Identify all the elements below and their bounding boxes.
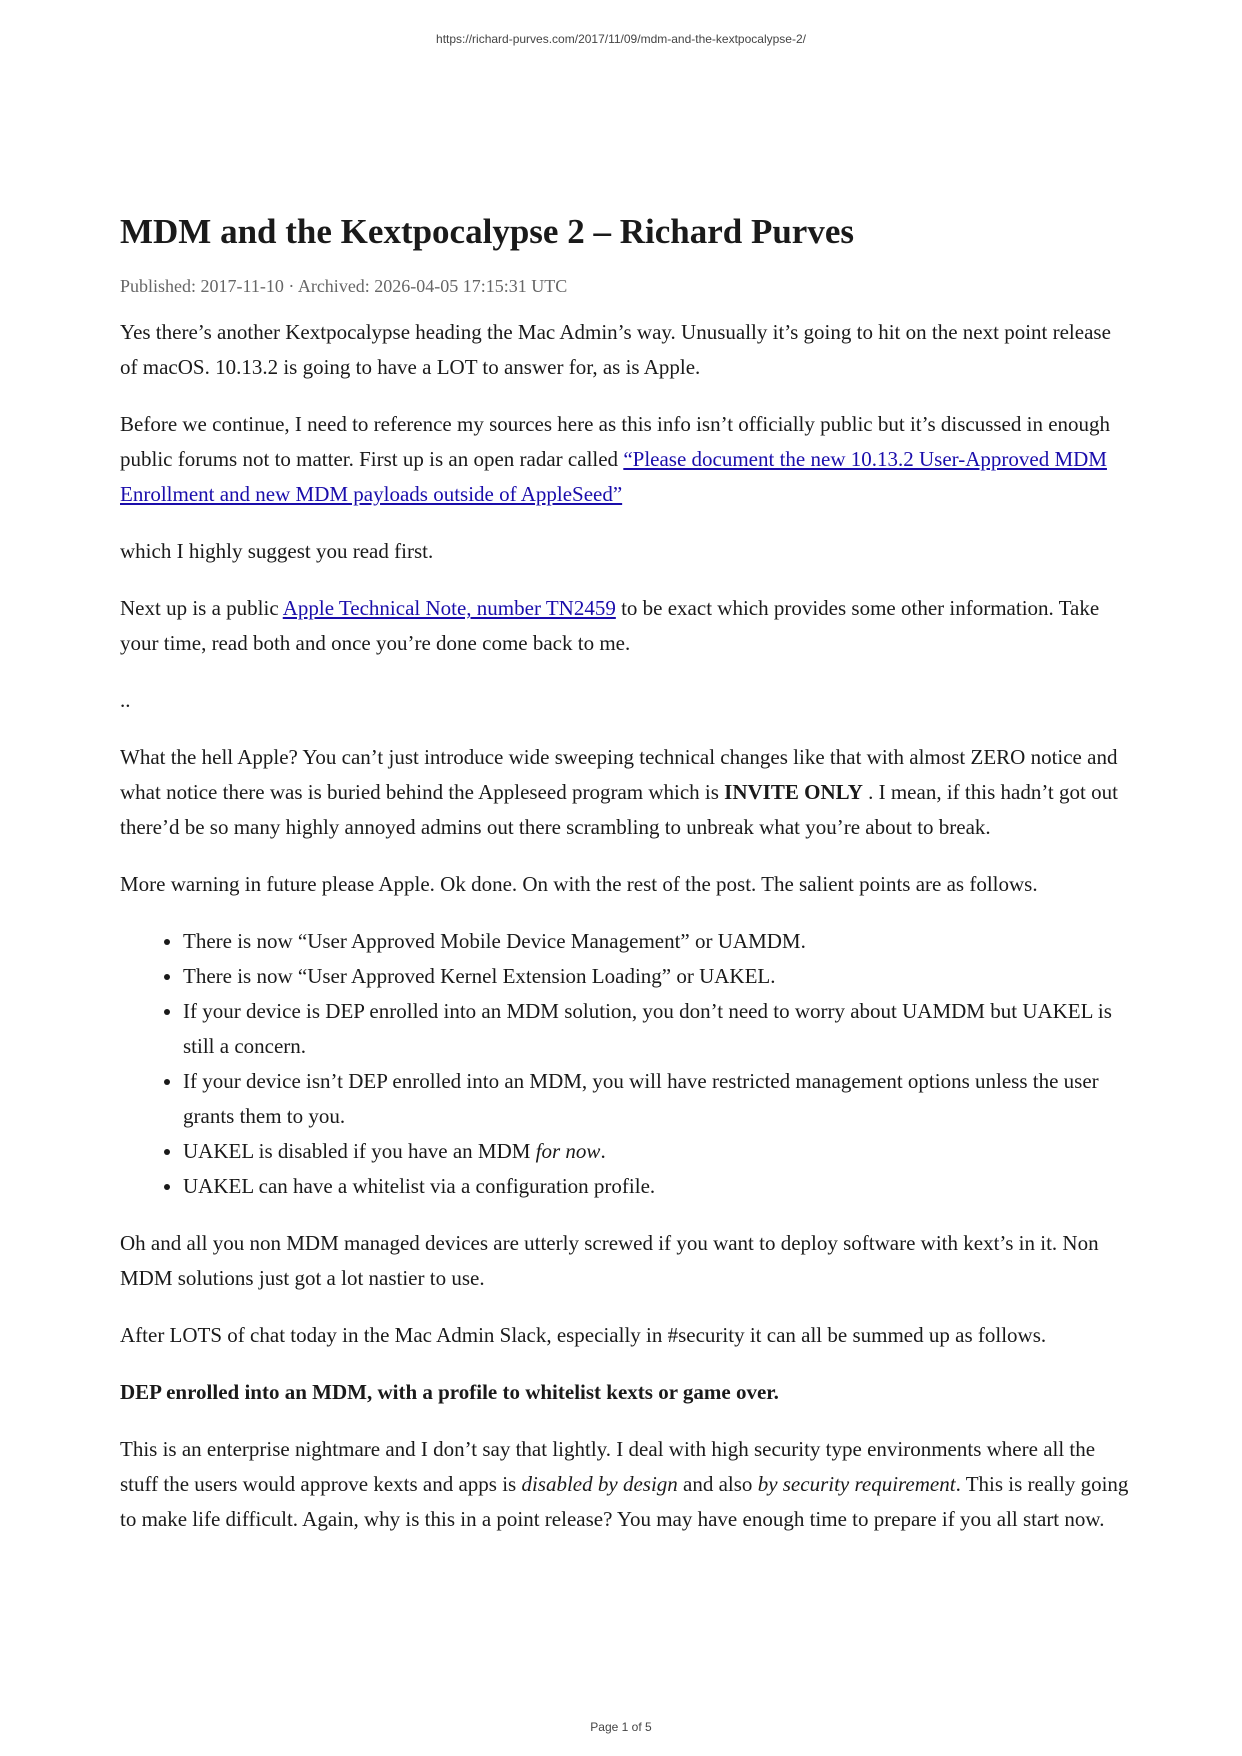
summary-bold: DEP enrolled into an MDM, with a profile to whitelist kexts or game over.: [120, 1380, 779, 1405]
paragraph-technote: [120, 591, 1130, 661]
paragraph-sources: [120, 407, 1130, 512]
paragraph-enterprise-c: . This is really going to make life difficult. Again, why is this in a point release? You may have enough time to prepare if you all start now.: [120, 1472, 1129, 1532]
list-item: [183, 1134, 1130, 1169]
paragraph-non-mdm: Oh and all you non MDM managed devices are utterly screwed if you want to deploy software with kext’s in it. Non MDM solutions just got a lot nastier to use.: [120, 1231, 1099, 1291]
paragraph-slack-chat: After LOTS of chat today in the Mac Admin Slack, especially in #security it can all be summed up as follows.: [120, 1323, 1047, 1348]
for-now-emphasis: for now: [535, 1139, 601, 1164]
paragraph-warning: More warning in future please Apple. Ok done. On with the rest of the post. The salient points are as follows.: [120, 872, 1038, 897]
salient-points-list: [120, 924, 1130, 1204]
publish-meta: Published: 2017-11-10 · Archived: 2026-04-05 17:15:31 UTC: [120, 276, 568, 297]
paragraph-technote-post: to be exact which provides some other information. Take your time, read both and once you’re done come back to me.: [120, 596, 1100, 656]
paragraph-rant-pre: What the hell Apple? You can’t just introduce wide sweeping technical changes like that with almost ZERO notice and what notice there was is buried behind the Appleseed program which is: [120, 745, 1118, 805]
page-number-footer: Page 1 of 5: [590, 1720, 652, 1734]
paragraph-sources-text: Before we continue, I need to reference my sources here as this info isn’t officially public but it’s discussed in enough public forums not to matter. First up is an open radar called: [120, 412, 1111, 472]
list-item-text-post: .: [600, 1139, 606, 1164]
paragraph-read-first: which I highly suggest you read first.: [120, 539, 434, 564]
paragraph-intro: Yes there’s another Kextpocalypse heading the Mac Admin’s way. Unusually it’s going to hit on the next point release of macOS. 10.13.2 is going to have a LOT to answer for, as is Apple.: [120, 320, 1111, 380]
list-item: • If your device isn’t DEP enrolled into an MDM, you will have restricted management options unless the user grants them to you.: [183, 1064, 1130, 1134]
list-item: • There is now “User Approved Kernel Extension Loading” or UAKEL.: [183, 959, 1130, 994]
paragraph-enterprise-a: This is an enterprise nightmare and I don’t say that lightly. I deal with high security type environments where all the stuff the users would approve kexts and apps is: [120, 1437, 1096, 1497]
radar-link[interactable]: “Please document the new 10.13.2 User-Approved MDM Enrollment and new MDM payloads outside of AppleSeed”: [120, 447, 1107, 507]
technote-link[interactable]: Apple Technical Note, number TN2459: [282, 596, 616, 621]
page-url-header: https://richard-purves.com/2017/11/09/mdm-and-the-kextpocalypse-2/: [436, 32, 806, 46]
paragraph-ellipsis: ..: [120, 688, 131, 713]
security-requirement-emphasis: by security requirement: [757, 1472, 956, 1497]
invite-only-bold: INVITE ONLY: [724, 780, 863, 805]
paragraph-summary-bold: [120, 1375, 1130, 1410]
article-title: MDM and the Kextpocalypse 2 – Richard Purves: [120, 212, 854, 251]
paragraph-enterprise-b: and also: [677, 1472, 758, 1497]
paragraph-rant-post: . I mean, if this hadn’t got out there’d be so many highly annoyed admins out there scrambling to unbreak what you’re about to break.: [120, 780, 1118, 840]
paragraph-technote-pre: Next up is a public: [120, 596, 283, 621]
article-content: [120, 212, 1130, 1559]
paragraph-enterprise: [120, 1432, 1130, 1537]
list-item: • There is now “User Approved Mobile Device Management” or UAMDM.: [183, 924, 1130, 959]
disabled-by-design-emphasis: disabled by design: [521, 1472, 678, 1497]
list-item: • If your device is DEP enrolled into an MDM solution, you don’t need to worry about UAMDM but UAKEL is still a concern.: [183, 994, 1130, 1064]
list-item: • UAKEL can have a whitelist via a configuration profile.: [183, 1169, 1130, 1204]
paragraph-rant: [120, 740, 1130, 845]
list-item-text-pre: UAKEL is disabled if you have an MDM: [183, 1139, 536, 1164]
